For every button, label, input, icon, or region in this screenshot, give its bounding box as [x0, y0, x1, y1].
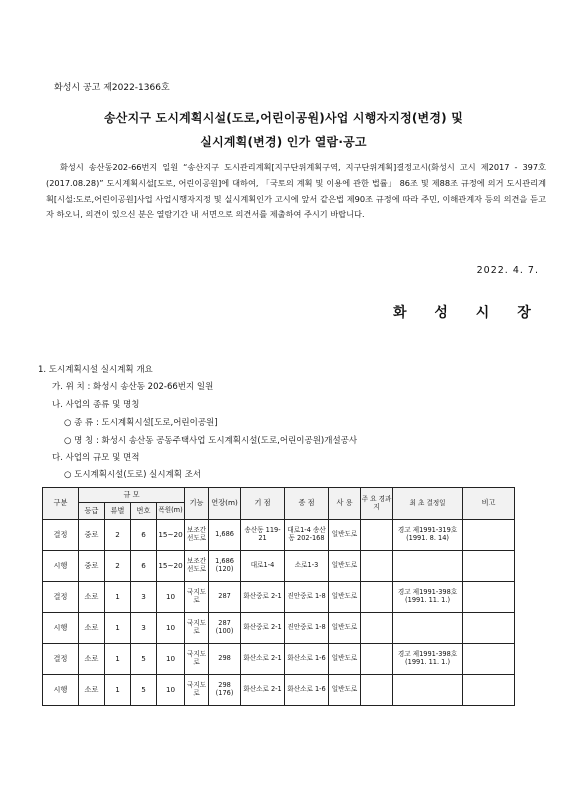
cell-gubun: 시행 [43, 613, 79, 644]
cell-gubun: 결정 [43, 582, 79, 613]
section-1-heading: 1. 도시계획시설 실시계획 개요 [38, 365, 153, 375]
header-number: 번호 [131, 503, 157, 520]
table-row [43, 644, 515, 675]
cell-route [361, 644, 393, 675]
cell-route [361, 551, 393, 582]
cell-remarks [463, 520, 515, 551]
header-width: 폭원(m) [157, 503, 185, 520]
cell-number: 3 [131, 613, 157, 644]
cell-gubun: 결정 [43, 520, 79, 551]
cell-end: 진안중로 1-8 [285, 582, 329, 613]
cell-function: 국지도로 [185, 675, 209, 706]
header-gubun: 구분 [43, 488, 79, 520]
cell-decision: 경고 제1991-398호 (1991. 11. 1.) [393, 644, 463, 675]
notice-body: 화성시 송산동202-66번지 일원 “송산지구 도시관리계획[지구단위계획구역, 지구단위계획]결정고시(화성시 고시 제2017 - 397호(2017.08.28)” 도시계획시설[도로, 어린이공원]에 대하여, 「국토의 계획 및 이용에 관한 법률」 86조 및 제88조 규정에 의거 도시관리계획[시설:도로,어린이공원]사업 사업시행자지정 및 실시계획인가 고시에 앞서 같은법 제90조 규정에 따라 주민, 이해관계자 등의 의견을 듣고자 하오니, 의견이 있으신 분은 열람기간 내 서면으로 의견서를 제출하여 주시기 바랍니다. [46, 162, 546, 220]
notice-date: 2022. 4. 7. [476, 265, 539, 276]
cell-width: 15~20 [157, 520, 185, 551]
section-type-item: ○ 종 류 : 도시계획시설[도로,어린이공원] [64, 418, 218, 428]
cell-usage: 일반도로 [329, 520, 361, 551]
cell-gubun: 시행 [43, 675, 79, 706]
table-row [43, 613, 515, 644]
section-type-name: 나. 사업의 종류 및 명칭 [52, 400, 140, 410]
cell-number: 3 [131, 582, 157, 613]
road-plan-table [42, 487, 515, 706]
cell-start: 화산소로 2-1 [241, 644, 285, 675]
cell-function: 보조간선도로 [185, 551, 209, 582]
cell-grade: 소로 [79, 582, 105, 613]
cell-start: 화산소로 2-1 [241, 675, 285, 706]
header-function: 기능 [185, 488, 209, 520]
cell-remarks [463, 675, 515, 706]
cell-decision [393, 675, 463, 706]
cell-class: 1 [105, 675, 131, 706]
section-name-item: ○ 명 칭 : 화성시 송산동 공동주택사업 도시계획시설(도로,어린이공원)개설공사 [64, 436, 358, 446]
cell-decision [393, 551, 463, 582]
cell-usage: 일반도로 [329, 582, 361, 613]
cell-usage: 일반도로 [329, 644, 361, 675]
cell-class: 2 [105, 520, 131, 551]
cell-end: 소로1-3 [285, 551, 329, 582]
cell-route [361, 613, 393, 644]
notice-title-line2: 실시계획(변경) 인가 열람·공고 [200, 135, 367, 149]
cell-class: 1 [105, 644, 131, 675]
section-scale: 다. 사업의 규모 및 면적 [52, 453, 140, 463]
cell-route [361, 520, 393, 551]
cell-start: 송산동 119-21 [241, 520, 285, 551]
cell-remarks [463, 644, 515, 675]
signer: 화 성 시 장 [393, 305, 531, 321]
cell-number: 6 [131, 551, 157, 582]
cell-remarks [463, 551, 515, 582]
cell-function: 국지도로 [185, 582, 209, 613]
table-row [43, 582, 515, 613]
cell-route [361, 675, 393, 706]
cell-end: 화산소로 1-6 [285, 675, 329, 706]
cell-number: 6 [131, 520, 157, 551]
cell-grade: 소로 [79, 675, 105, 706]
cell-length: 1,686 [209, 520, 241, 551]
cell-width: 10 [157, 613, 185, 644]
header-remarks: 비고 [463, 488, 515, 520]
cell-class: 2 [105, 551, 131, 582]
cell-end: 진안중로 1-8 [285, 613, 329, 644]
header-scale: 규 모 [79, 488, 185, 503]
cell-remarks [463, 613, 515, 644]
header-usage: 사 용 [329, 488, 361, 520]
cell-grade: 소로 [79, 613, 105, 644]
header-main-route: 주 요 경과지 [361, 488, 393, 520]
cell-length: 298 (176) [209, 675, 241, 706]
header-end: 종 점 [285, 488, 329, 520]
cell-remarks [463, 582, 515, 613]
cell-width: 10 [157, 582, 185, 613]
cell-usage: 일반도로 [329, 613, 361, 644]
cell-length: 287 (100) [209, 613, 241, 644]
header-class: 류별 [105, 503, 131, 520]
cell-number: 5 [131, 644, 157, 675]
cell-gubun: 시행 [43, 551, 79, 582]
section-scale-item: ○ 도시계획시설(도로) 실시계획 조서 [64, 470, 202, 480]
header-grade: 등급 [79, 503, 105, 520]
cell-gubun: 결정 [43, 644, 79, 675]
cell-function: 국지도로 [185, 644, 209, 675]
cell-grade: 소로 [79, 644, 105, 675]
cell-length: 1,686 (120) [209, 551, 241, 582]
cell-number: 5 [131, 675, 157, 706]
cell-start: 화산중로 2-1 [241, 613, 285, 644]
cell-end: 화산소로 1-6 [285, 644, 329, 675]
table-row [43, 520, 515, 551]
cell-width: 10 [157, 675, 185, 706]
cell-start: 화산중로 2-1 [241, 582, 285, 613]
header-length: 연장(m) [209, 488, 241, 520]
cell-start: 대로1-4 [241, 551, 285, 582]
cell-usage: 일반도로 [329, 675, 361, 706]
cell-decision: 경고 제1991-319호 (1991. 8. 14) [393, 520, 463, 551]
header-decision-date: 최 초 결정일 [393, 488, 463, 520]
cell-length: 287 [209, 582, 241, 613]
cell-decision: 경고 제1991-398호 (1991. 11. 1.) [393, 582, 463, 613]
cell-function: 보조간선도로 [185, 520, 209, 551]
cell-grade: 중로 [79, 520, 105, 551]
notice-title-line1: 송산지구 도시계획시설(도로,어린이공원)사업 시행자지정(변경) 및 [103, 111, 463, 125]
cell-class: 1 [105, 613, 131, 644]
table-row [43, 675, 515, 706]
cell-end: 대로1-4 송산동 202-168 [285, 520, 329, 551]
header-start: 기 점 [241, 488, 285, 520]
cell-function: 국지도로 [185, 613, 209, 644]
cell-usage: 일반도로 [329, 551, 361, 582]
cell-width: 15~20 [157, 551, 185, 582]
cell-class: 1 [105, 582, 131, 613]
section-location: 가. 위 치 : 화성시 송산동 202-66번지 일원 [52, 382, 214, 392]
cell-length: 298 [209, 644, 241, 675]
cell-grade: 중로 [79, 551, 105, 582]
road-plan-body [43, 520, 515, 706]
table-row [43, 551, 515, 582]
notice-number: 화성시 공고 제2022-1366호 [54, 83, 170, 93]
cell-route [361, 582, 393, 613]
cell-width: 10 [157, 644, 185, 675]
cell-decision [393, 613, 463, 644]
